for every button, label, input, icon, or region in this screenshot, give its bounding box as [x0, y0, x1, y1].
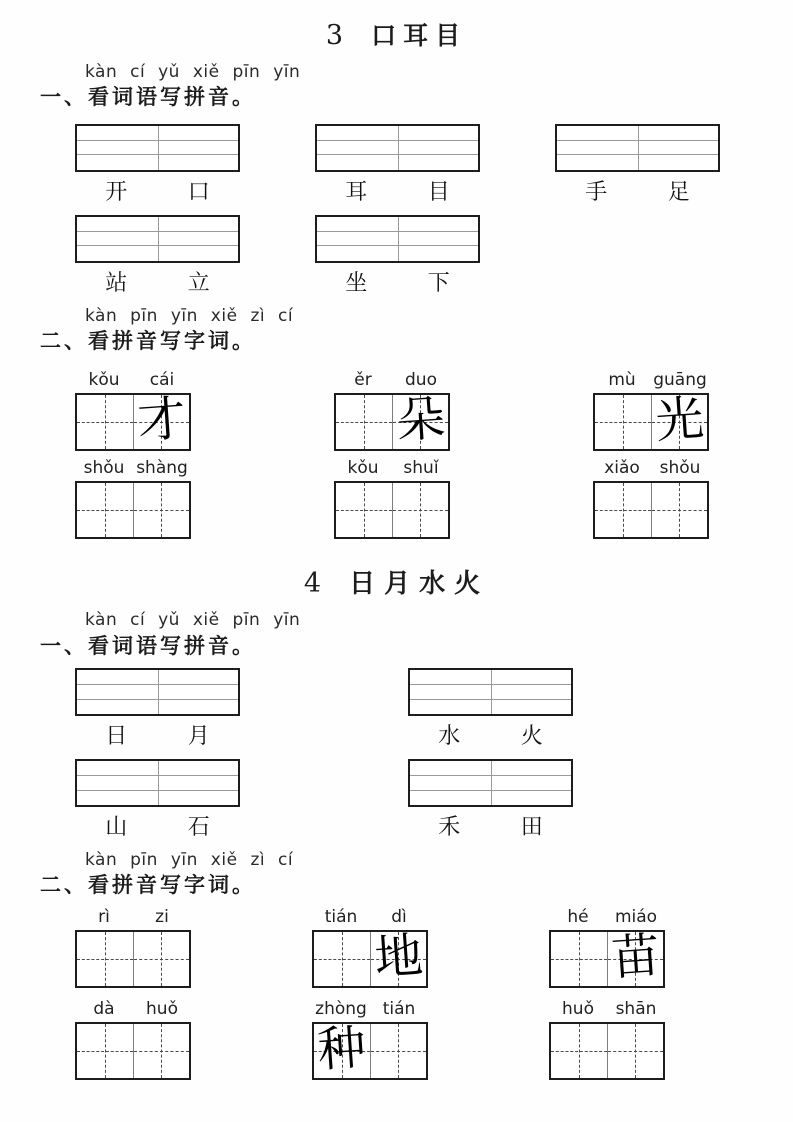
section-1-pinyin-hint: kàn cí yǔ xiě pīn yīn [85, 62, 301, 82]
word-unit [555, 124, 720, 207]
answer-char: 地 [372, 927, 425, 987]
answer-char [593, 390, 652, 452]
grid-cell[interactable] [77, 395, 133, 449]
word-unit [75, 124, 240, 207]
lesson-3-number: 3 [325, 20, 344, 51]
grid-unit [312, 906, 428, 988]
pinyin-label-row [549, 906, 665, 928]
word-unit [408, 668, 573, 751]
pinyin-syllable: tián [382, 998, 416, 1019]
grid-unit [75, 998, 191, 1080]
answer-char: 苗 [609, 927, 662, 987]
pinyin-box-divider [491, 670, 492, 714]
pinyin-syllable: xiǎo [604, 458, 640, 479]
word-unit [315, 215, 480, 298]
word-char: 足 [667, 179, 690, 205]
pinyin-box-divider [638, 126, 639, 170]
word-unit [75, 215, 240, 298]
grid-unit [593, 457, 709, 539]
grid-cell[interactable] [392, 390, 449, 450]
pinyin-box-divider [158, 670, 159, 714]
pinyin-label-row [75, 906, 191, 928]
word-char-row [315, 270, 480, 298]
grid-cell[interactable] [314, 1019, 370, 1079]
pinyin-writing-box[interactable] [75, 759, 240, 807]
pinyin-label-row [549, 998, 665, 1020]
word-char-row [75, 270, 240, 298]
pinyin-syllable: rì [98, 906, 110, 927]
answer-char [549, 926, 608, 988]
word-char: 站 [105, 270, 128, 296]
lesson-4-title [0, 563, 793, 600]
answer-char [75, 926, 134, 988]
pinyin-syllable: dà [93, 998, 115, 1019]
character-grid [312, 927, 428, 988]
lesson-4-number: 4 [303, 568, 322, 600]
pinyin-box-divider [158, 761, 159, 805]
grid-cell[interactable] [595, 395, 651, 449]
grid-cell[interactable] [551, 1024, 607, 1078]
pinyin-syllable: shàng [136, 458, 188, 479]
character-grid-row [75, 998, 793, 1080]
character-grid [75, 930, 191, 988]
answer-char [606, 1018, 665, 1080]
answer-char [132, 478, 191, 540]
word-char-row [75, 723, 240, 751]
character-grid [334, 390, 450, 451]
grid-cell[interactable] [133, 932, 190, 986]
word-char: 开 [105, 179, 128, 205]
answer-char [334, 390, 393, 452]
answer-char [593, 478, 652, 540]
word-char: 月 [187, 724, 210, 750]
pinyin-box-row [75, 215, 793, 298]
lesson-4-title-text: 日月水火 [349, 569, 490, 600]
word-char-row [408, 723, 573, 751]
pinyin-syllable: dì [391, 906, 407, 927]
pinyin-writing-box[interactable] [555, 124, 720, 172]
grid-cell[interactable] [651, 390, 708, 450]
section-2-pinyin-hint: kàn pīn yīn xiě zì cí [85, 850, 294, 871]
pinyin-syllable: miáo [614, 906, 658, 927]
word-char: 手 [585, 179, 608, 205]
pinyin-syllable: zhòng [315, 998, 367, 1019]
pinyin-writing-box[interactable] [75, 124, 240, 172]
lesson-3-title-text: 口耳目 [371, 21, 468, 50]
grid-unit [75, 906, 191, 988]
pinyin-syllable: guāng [653, 370, 707, 391]
word-char: 山 [105, 815, 128, 841]
character-grid [75, 1022, 191, 1080]
section-2-pinyin-hint: kàn pīn yīn xiě zì cí [85, 305, 294, 326]
pinyin-syllable: kǒu [347, 458, 379, 479]
grid-unit [334, 369, 450, 451]
pinyin-box-row [75, 668, 793, 751]
pinyin-syllable: zi [155, 906, 169, 927]
pinyin-label-row [334, 457, 450, 479]
pinyin-syllable: ěr [354, 370, 372, 391]
answer-char [75, 390, 134, 452]
pinyin-label-row [312, 998, 428, 1020]
pinyin-writing-box[interactable] [75, 215, 240, 263]
pinyin-syllable: cái [149, 370, 175, 391]
pinyin-syllable: shǒu [659, 458, 701, 479]
grid-cell[interactable] [551, 932, 607, 986]
word-char: 目 [427, 179, 450, 205]
lesson-3-title [0, 0, 793, 52]
answer-char [75, 478, 134, 540]
word-char: 立 [187, 270, 210, 296]
word-char: 水 [438, 724, 461, 750]
answer-char [312, 926, 371, 988]
answer-char: 种 [315, 1019, 368, 1079]
word-char-row [408, 814, 573, 842]
character-grid [312, 1019, 428, 1080]
word-char: 日 [105, 724, 128, 750]
pinyin-label-row [312, 906, 428, 928]
section-1-heading: 一、看词语写拼音。 [40, 85, 256, 110]
grid-unit [549, 906, 665, 988]
grid-unit [75, 369, 191, 451]
grid-unit [334, 457, 450, 539]
character-grid [549, 1022, 665, 1080]
word-char-row [555, 179, 720, 207]
grid-cell[interactable] [336, 483, 392, 537]
word-char-row [315, 179, 480, 207]
pinyin-box-divider [398, 126, 399, 170]
pinyin-label-row [334, 369, 450, 391]
grid-cell[interactable] [314, 932, 370, 986]
pinyin-box-divider [158, 126, 159, 170]
word-char: 坐 [345, 270, 368, 296]
word-unit [75, 759, 240, 842]
answer-char [369, 1018, 428, 1080]
grid-cell[interactable] [77, 1024, 133, 1078]
section-2-heading: 二、看拼音写字词。 [40, 873, 256, 898]
grid-cell[interactable] [595, 483, 651, 537]
character-grid-row [75, 906, 793, 988]
character-grid-row [75, 369, 793, 451]
grid-unit [75, 457, 191, 539]
grid-cell[interactable] [370, 1024, 427, 1078]
answer-char: 朵 [394, 390, 447, 450]
character-grid [549, 927, 665, 988]
pinyin-syllable: tián [324, 906, 358, 927]
grid-cell[interactable] [607, 927, 664, 987]
pinyin-syllable: shǒu [83, 458, 125, 479]
answer-char [391, 478, 450, 540]
word-char: 耳 [345, 179, 368, 205]
character-grid [593, 390, 709, 451]
word-unit [315, 124, 480, 207]
word-char-row [75, 814, 240, 842]
answer-char [549, 1018, 608, 1080]
character-grid [593, 481, 709, 539]
grid-cell[interactable] [370, 927, 427, 987]
word-char: 田 [520, 815, 543, 841]
word-char: 下 [427, 270, 450, 296]
word-char: 石 [187, 815, 210, 841]
grid-cell[interactable] [607, 1024, 664, 1078]
word-char: 口 [187, 179, 210, 205]
word-char-row [75, 179, 240, 207]
answer-char [132, 1018, 191, 1080]
grid-unit [312, 998, 428, 1080]
grid-unit [593, 369, 709, 451]
section-1-pinyin-hint: kàn cí yǔ xiě pīn yīn [85, 610, 301, 631]
pinyin-syllable: shuǐ [403, 458, 439, 479]
word-char: 火 [520, 724, 543, 750]
grid-cell[interactable] [77, 932, 133, 986]
pinyin-syllable: mù [608, 370, 636, 391]
pinyin-writing-box[interactable] [408, 668, 573, 716]
pinyin-writing-box[interactable] [315, 215, 480, 263]
pinyin-box-row [75, 124, 793, 207]
pinyin-writing-box[interactable] [408, 759, 573, 807]
pinyin-label-row [75, 457, 191, 479]
pinyin-box-divider [398, 217, 399, 261]
section-2-heading: 二、看拼音写字词。 [40, 329, 256, 354]
character-grid [75, 390, 191, 451]
pinyin-label-row [593, 369, 709, 391]
answer-char: 光 [653, 390, 706, 450]
word-unit [75, 668, 240, 751]
pinyin-syllable: shān [615, 998, 657, 1019]
grid-cell[interactable] [133, 483, 190, 537]
pinyin-label-row [593, 457, 709, 479]
grid-cell[interactable] [392, 483, 449, 537]
answer-char [132, 926, 191, 988]
pinyin-box-divider [491, 761, 492, 805]
pinyin-writing-box[interactable] [75, 668, 240, 716]
grid-cell[interactable] [77, 483, 133, 537]
pinyin-writing-box[interactable] [315, 124, 480, 172]
answer-char [650, 478, 709, 540]
pinyin-syllable: huǒ [562, 998, 594, 1019]
section-1-heading: 一、看词语写拼音。 [40, 633, 256, 658]
grid-unit [549, 998, 665, 1080]
grid-cell[interactable] [133, 1024, 190, 1078]
pinyin-syllable: huǒ [146, 998, 178, 1019]
word-unit [408, 759, 573, 842]
pinyin-box-row [75, 759, 793, 842]
pinyin-label-row [75, 369, 191, 391]
grid-cell[interactable] [651, 483, 708, 537]
grid-cell[interactable] [336, 395, 392, 449]
pinyin-syllable: duo [405, 370, 437, 391]
word-char: 禾 [438, 815, 461, 841]
pinyin-syllable: kǒu [88, 370, 120, 391]
character-grid-row [75, 457, 793, 539]
pinyin-syllable: hé [567, 906, 589, 927]
character-grid [75, 481, 191, 539]
grid-cell[interactable] [133, 390, 190, 450]
pinyin-box-divider [158, 217, 159, 261]
pinyin-label-row [75, 998, 191, 1020]
answer-char [75, 1018, 134, 1080]
character-grid [334, 481, 450, 539]
answer-char [334, 478, 393, 540]
answer-char: 才 [135, 390, 188, 450]
